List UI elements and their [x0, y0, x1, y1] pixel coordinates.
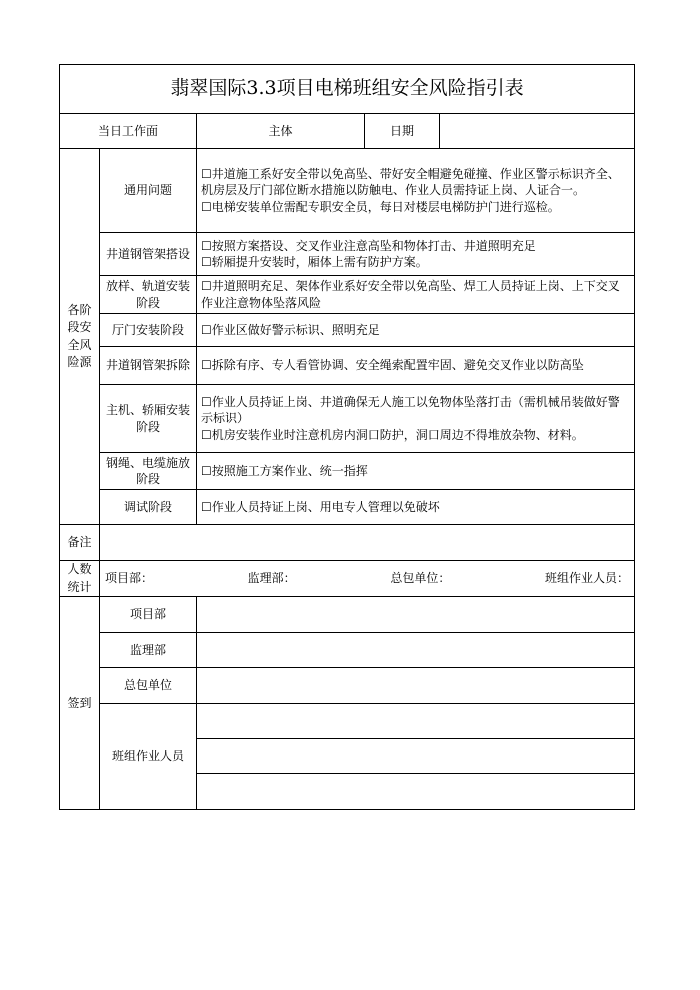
stage-name: 井道钢管架搭设	[100, 233, 197, 276]
signin-field[interactable]	[197, 739, 635, 774]
header-row	[60, 114, 635, 149]
signin-field[interactable]	[197, 774, 635, 810]
signin-row	[60, 704, 635, 739]
risk-row-general	[60, 149, 635, 233]
risk-item[interactable]: ☐拆除有序、专人看管协调、安全绳索配置牢固、避免交叉作业以防高坠	[201, 358, 584, 373]
team-workers-count[interactable]: 班组作业人员：	[544, 571, 629, 586]
signin-team-label: 班组作业人员	[100, 704, 197, 810]
signin-project-label: 项目部	[100, 597, 197, 633]
risk-item[interactable]: ☐作业人员持证上岗、井道确保无人施工以免物体坠落打击（需机械吊装做好警示标识）	[201, 395, 620, 426]
stage-name: 井道钢管架拆除	[100, 347, 197, 385]
stage-risks	[197, 233, 635, 276]
risk-item[interactable]: ☐井道照明充足、架体作业系好安全带以免高坠、焊工人员持证上岗、上下交叉作业注意物体坠落风险	[201, 279, 620, 310]
stage-name: 厅门安装阶段	[100, 314, 197, 347]
headcount-row	[60, 561, 635, 597]
stage-name: 通用问题	[100, 149, 197, 233]
signin-field[interactable]	[197, 668, 635, 704]
risk-item[interactable]: ☐轿厢提升安装时，厢体上需有防护方案。	[201, 255, 428, 269]
project-dept-count[interactable]: 项目部：	[105, 571, 154, 586]
signin-field[interactable]	[197, 704, 635, 739]
risk-row-rail-install	[60, 276, 635, 314]
stage-risks	[197, 149, 635, 233]
stage-risks	[197, 490, 635, 525]
stage-name: 钢绳、电缆施放阶段	[100, 453, 197, 490]
supervision-dept-count[interactable]: 监理部：	[247, 571, 296, 586]
signin-row	[60, 597, 635, 633]
risk-item[interactable]: ☐作业人员持证上岗、用电专人管理以免破坏	[201, 499, 440, 514]
risk-item[interactable]: ☐按照施工方案作业、统一指挥	[201, 463, 368, 478]
subject-label[interactable]: 主体	[197, 114, 365, 149]
signin-label: 签到	[60, 597, 100, 810]
work-face-label: 当日工作面	[60, 114, 197, 149]
headcount-label: 人数统计	[60, 561, 100, 597]
signin-row	[60, 668, 635, 704]
signin-field[interactable]	[197, 597, 635, 633]
risk-section-label: 各阶段安全风险源	[60, 149, 100, 525]
date-label: 日期	[365, 114, 440, 149]
signin-contractor-label: 总包单位	[100, 668, 197, 704]
risk-item[interactable]: ☐井道施工系好安全带以免高坠、带好安全帽避免碰撞、作业区警示标识齐全、机房层及厅门部位断水措施以防触电、作业人员需持证上岗、人证合一。	[201, 167, 620, 198]
risk-item[interactable]: ☐电梯安装单位需配专职安全员，每日对楼层电梯防护门进行巡检。	[201, 199, 560, 214]
stage-risks	[197, 276, 635, 314]
stage-risks	[197, 385, 635, 453]
stage-risks	[197, 314, 635, 347]
signin-field[interactable]	[197, 633, 635, 668]
remarks-label: 备注	[60, 525, 100, 561]
stage-name: 主机、轿厢安装阶段	[100, 385, 197, 453]
risk-row-commissioning	[60, 490, 635, 525]
risk-item[interactable]: ☐机房安装作业时注意机房内洞口防护，洞口周边不得堆放杂物、材料。	[201, 427, 584, 442]
general-contractor-count[interactable]: 总包单位：	[390, 571, 451, 586]
stage-name: 放样、轨道安装阶段	[100, 276, 197, 314]
page-title: 翡翠国际3.3项目电梯班组安全风险指引表	[60, 65, 635, 114]
risk-item[interactable]: ☐作业区做好警示标识、照明充足	[201, 322, 380, 337]
risk-guide-table	[59, 64, 635, 810]
stage-name: 调试阶段	[100, 490, 197, 525]
remarks-field[interactable]	[100, 525, 635, 561]
signin-supervision-label: 监理部	[100, 633, 197, 668]
risk-row-scaffold-removal	[60, 347, 635, 385]
risk-row-rope-cable	[60, 453, 635, 490]
risk-row-machine-car	[60, 385, 635, 453]
risk-guide-sheet	[59, 64, 635, 810]
stage-risks	[197, 347, 635, 385]
risk-row-scaffold-setup	[60, 233, 635, 276]
headcount-fields	[100, 561, 635, 597]
risk-item[interactable]: ☐按照方案搭设、交叉作业注意高坠和物体打击、井道照明充足	[201, 238, 536, 253]
risk-row-hall-door	[60, 314, 635, 347]
signin-row	[60, 633, 635, 668]
remarks-row	[60, 525, 635, 561]
stage-risks	[197, 453, 635, 490]
date-field[interactable]	[440, 114, 635, 149]
